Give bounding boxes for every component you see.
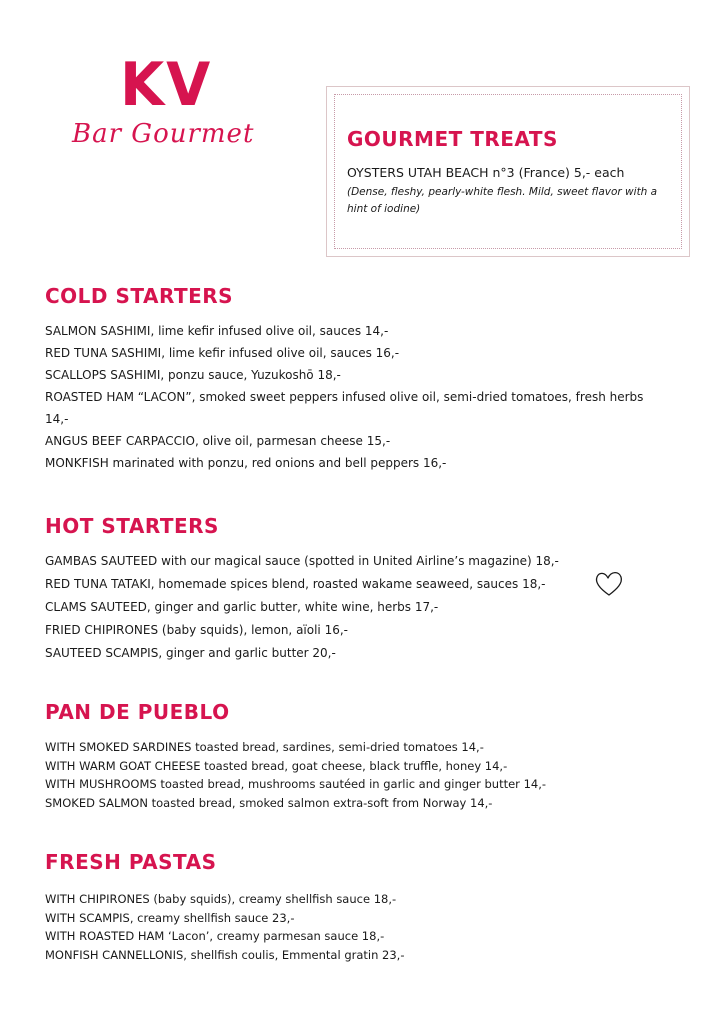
hot-starters-title: HOT STARTERS [45, 514, 219, 538]
gourmet-treats-box [326, 86, 690, 257]
menu-item: WITH ROASTED HAM ‘Lacon’, creamy parmesan sauce 18,- [45, 929, 385, 943]
menu-item: CLAMS SAUTEED, ginger and garlic butter, white wine, herbs 17,- [45, 600, 439, 614]
gourmet-treats-description: (Dense, fleshy, pearly-white flesh. Mild, sweet flavor with a hint of iodine) [347, 186, 658, 215]
fresh-pastas-title: FRESH PASTAS [45, 850, 217, 874]
gourmet-treats-item: OYSTERS UTAH BEACH n°3 (France) 5,- each [347, 165, 625, 180]
cold-starters-title: COLD STARTERS [45, 284, 234, 308]
brand-logo [68, 50, 268, 175]
menu-item: WITH SMOKED SARDINES toasted bread, sardines, semi-dried tomatoes 14,- [45, 740, 484, 754]
menu-item: WITH MUSHROOMS toasted bread, mushrooms sautéed in garlic and ginger butter 14,- [45, 777, 547, 791]
hot-starters-list [45, 550, 685, 665]
menu-item: MONFISH CANNELLONIS, shellfish coulis, Emmental gratin 23,- [45, 947, 405, 962]
heart-icon [593, 568, 625, 600]
menu-item: SMOKED SALMON toasted bread, smoked salmon extra-soft from Norway 14,- [45, 795, 493, 810]
gourmet-treats-title: GOURMET TREATS [347, 127, 558, 151]
menu-item: WITH CHIPIRONES (baby squids), creamy shellfish sauce 18,- [45, 892, 397, 906]
pan-de-pueblo-list [45, 738, 685, 812]
menu-item: RED TUNA SASHIMI, lime kefir infused olive oil, sauces 16,- [45, 346, 400, 360]
menu-item: SAUTEED SCAMPIS, ginger and garlic butter 20,- [45, 646, 336, 660]
menu-item: MONKFISH marinated with ponzu, red onions and bell peppers 16,- [45, 456, 447, 470]
brand-mark: KV [120, 50, 213, 120]
menu-item: GAMBAS SAUTEED with our magical sauce (spotted in United Airline’s magazine) 18,- [45, 554, 559, 568]
menu-item: ROASTED HAM “LACON”, smoked sweet peppers infused olive oil, semi-dried tomatoes, fresh herbs 14,- [45, 390, 644, 426]
menu-item: RED TUNA TATAKI, homemade spices blend, roasted wakame seaweed, sauces 18,- [45, 577, 546, 591]
menu-item: WITH SCAMPIS, creamy shellfish sauce 23,- [45, 910, 295, 925]
menu-item: FRIED CHIPIRONES (baby squids), lemon, aïoli 16,- [45, 623, 348, 637]
menu-item: SALMON SASHIMI, lime kefir infused olive oil, sauces 14,- [45, 324, 389, 338]
fresh-pastas-list [45, 890, 685, 964]
brand-tagline: Bar Gourmet [72, 119, 255, 149]
pan-de-pueblo-title: PAN DE PUEBLO [45, 700, 230, 724]
menu-item: SCALLOPS SASHIMI, ponzu sauce, Yuzukoshō 18,- [45, 368, 341, 382]
menu-item: WITH WARM GOAT CHEESE toasted bread, goat cheese, black truffle, honey 14,- [45, 758, 508, 773]
menu-item: ANGUS BEEF CARPACCIO, olive oil, parmesan cheese 15,- [45, 434, 391, 448]
cold-starters-list [45, 320, 685, 474]
